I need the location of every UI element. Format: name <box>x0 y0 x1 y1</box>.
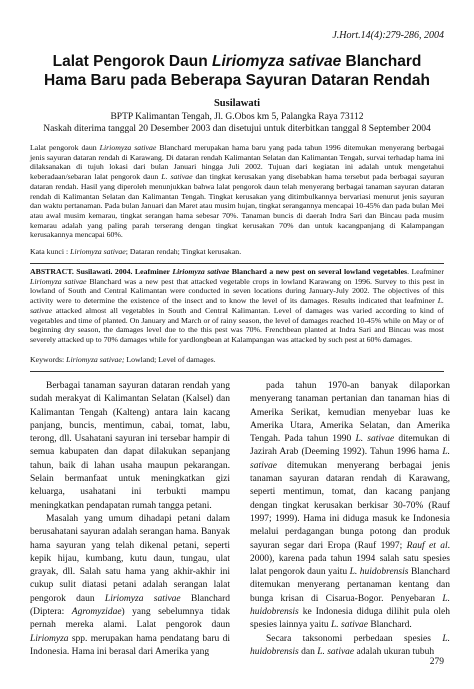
author-affiliation: BPTP Kalimantan Tengah, Jl. G.Obos km 5, Palangka Raya 73112 <box>110 112 364 122</box>
abstract-id-species-1: Liriomyza sativae <box>99 143 157 152</box>
species-name: Liriomyza <box>30 633 69 644</box>
species-name: L. sativae <box>317 646 355 657</box>
paragraph-text: pada tahun 1970-an banyak dilaporkan menyerang tanaman pertanian dan tanaman hias di Amerika Serikat, kemudian menyebar luas ke Amerika Utara, Amerika Selatan, dan Amerika Tengah. Pada tahun 1990 <box>250 381 450 445</box>
species-name: Liriomyza sativae <box>104 593 181 604</box>
paragraph-text: ) yang sebelumnya tidak pernah mereka alami. Lalat pengorok daun <box>30 607 230 631</box>
author-name: Susilawati <box>213 98 261 109</box>
page-number: 279 <box>429 657 444 667</box>
body-paragraph <box>250 633 450 660</box>
section-divider <box>30 371 444 372</box>
abstract-id-text-3: dan tingkat kerusakan yang disebabkan hama tersebut pada berbagai sayuran dataran rendah. Hasil yang diperoleh menunjukkan bahwa lalat pengorok daun telah menyerang berbagai tanaman sayuran dataran rendah di Kalimantan Selatan dan Kalimantan Tengah. Tingkat kerusakan yang ditimbulkannya bervariasi menurut jenis sayuran dan waktu pertanaman. Pada bulan Januari dan Maret atau musim hujan, tingkat serangannya mencapai 10-45% dan pada bulan Mei atau awal musim kemarau, tingkat serangan hama sebesar 70%. Tanaman buncis di daerah Indra Sari dan Bincau pada musim kemarau adalah yang paling parah terserang dengan tingkat kerusakan 70% dan untuk kacangpanjang di Kalampangan kerusakannya mencapai 60%. <box>30 172 444 240</box>
abstract-english <box>30 267 444 345</box>
body-paragraph <box>30 380 230 513</box>
body-paragraph <box>250 380 450 633</box>
journal-reference: J.Hort.14(4):279-286, 2004 <box>332 30 444 41</box>
paragraph-text: adalah ukuran tubuh <box>354 646 435 657</box>
species-name: L. sativae <box>250 447 450 471</box>
abstract-indonesian <box>30 143 444 240</box>
title-line1-post: Blanchard <box>341 53 422 70</box>
paragraph-text: Blanchard ditemukan menyerang pertanaman kentang dan bunga krisan di Cisarua-Bogor. Penyebaran <box>250 567 450 604</box>
species-name: L. huidobrensis <box>349 567 409 578</box>
species-name: L. sativae <box>355 434 395 445</box>
paragraph-text: Blanchard (Diptera: <box>30 593 230 618</box>
keywords-en-species: Liriomyza sativae; <box>66 355 125 364</box>
paragraph-text: ditemukan di Jazirah Arab (Deeming 1992). Tahun 1996 hama <box>250 434 450 458</box>
keywords-id-label: Kata kunci : <box>30 247 71 256</box>
abstract-en-lead-species: Liriomyza sativae <box>172 267 230 276</box>
article-title <box>30 52 444 90</box>
species-name: L. huidobrensis <box>250 633 450 657</box>
species-name: L. sativae <box>331 620 368 631</box>
title-line2: Hama Baru pada Beberapa Sayuran Dataran Rendah <box>44 72 430 89</box>
title-species: Liriomyza sativae <box>212 53 342 70</box>
abstract-en-text-2: Blanchard was a new pest that attacked vegetable crops in lowland Karawang on 1996. Survey to this pest in lowland of South and Central Kalimantan were conducted in seven locations during January-July 2002. The objectives of this activity were to determine the existence of the insect and to know the level of its damages. Results indicated that leafminer <box>30 276 444 306</box>
keywords-indonesian <box>30 247 444 256</box>
title-line1-pre: Lalat Pengorok Daun <box>52 53 212 70</box>
abstract-id-text-2: Blanchard merupakan hama baru yang pada tahun 1996 ditemukan menyerang berbagai jenis sayuran dataran rendah di Karawang. Di dataran rendah Kalimantan Selatan dan Kalimantan Tengah, survai terhadap hama ini dilaksanakan di tujuh lokasi dari bulan Januari hingga Juli 2002. Tujuan dari kegiatan ini adalah untuk mengetahui keberadaan/sebaran lalat pengorok daun <box>30 143 444 182</box>
abstract-en-text-3: attacked almost all vegetables in South and Central Kalimantan. Level of damages was varied according to kind of vegetables and time of planted. On January and March or of rainy season, the level of damages reached 10-45% while on May or of beginning dry season, the damages level due to the this pest was 70%. Frenchbean planted at Indra Sari and Bincau was most severely attacked up to 70% damages while for yardlongbean at Kalampangan was attacked by such pest at 60% damages. <box>30 305 444 344</box>
paragraph-text: ditemukan menyerang berbagai jenis tanaman sayuran dataran rendah di Karawang, seperti mentimun, tomat, dan kacang panjang dengan tingkat kerusakan berkisar 30-70% (Rauf 1997; 1999). Hama ini diduga masuk ke Indonesia melalui perdagangan bunga potong dan produk sayuran segar dari Eropa (Rauf 1997; <box>250 460 450 551</box>
body-column-right <box>250 380 450 659</box>
species-name: Agromyzidae <box>71 607 122 618</box>
paragraph-text: spp. merupakan hama pendatang baru di Indonesia. Hama ini berasal dari Amerika yang <box>30 633 230 657</box>
keywords-id-species: Liriomyza sativae <box>70 247 126 256</box>
section-divider <box>30 263 444 264</box>
paragraph-text: . 2000), karena pada tahun 1994 salah satu spesies lalat pengorok daun yaitu <box>250 540 450 578</box>
keywords-id-rest: ; Dataran rendah; Tingkat kerusakan. <box>125 247 242 256</box>
abstract-en-species-2: L. sativae <box>30 296 444 315</box>
abstract-id-species-2: L. sativae <box>161 172 193 182</box>
abstract-id-text-1: Lalat pengorok daun <box>30 143 100 152</box>
keywords-en-label: Keywords: <box>30 355 67 364</box>
species-name: L. huidobrensis <box>250 593 450 618</box>
paragraph-text: Blanchard. <box>367 620 412 631</box>
received-date: Naskah diterima tanggal 20 Desember 2003 dan disetujui untuk diterbitkan tanggal 8 September 2004 <box>43 124 431 134</box>
paragraph-text: Masalah yang umum dihadapi petani dalam berusahatani sayuran adalah serangan hama. Banyak hama sayuran yang telah dikenal petani, seperti kepik hijau, kumbang, kutu daun, tungau, ulat grayak, dll. Salah satu hama yang akhir-akhir ini cukup sulit diatasi petani adalah serangan lalat pengorok daun <box>30 513 230 604</box>
abstract-en-lead: ABSTRACT. Susilawati. 2004. Leafminer <box>30 267 173 276</box>
paragraph-text: Secara taksonomi perbedaan spesies <box>266 633 443 644</box>
paragraph-text: dan <box>298 646 318 657</box>
paragraph-text: Berbagai tanaman sayuran dataran rendah yang sudah merakyat di Kalimantan Selatan (Kalsel) dan Kalimantan Tengah (Kalteng) antara lain kacang panjang, buncis, mentimun, cabai, tomat, labu, terong, dll. Usahatani sayuran ini tersebar hampir di semua kabupaten dan dapat dilakukan sepanjang tahun, baik di lahan usaha maupun pekarangan. Selain bermanfaat untuk meningkatkan gizi keluarga, usahatani ini terbukti mampu meningkatkan pendapatan rumah tangga petani. <box>30 381 230 511</box>
keywords-en-rest: Lowland; Level of damages. <box>124 355 216 364</box>
abstract-en-text-1: . Leafminer <box>407 267 444 276</box>
abstract-en-species-1: Liriomyza sativae <box>30 276 87 286</box>
abstract-en-lead-post: Blanchard a new pest on several lowland vegetables <box>229 267 408 276</box>
keywords-english <box>30 355 444 364</box>
body-column-left <box>30 380 230 659</box>
species-name: Rauf et al <box>406 540 448 551</box>
paragraph-text: ke Indonesia diduga dilihit pula oleh spesies lainnya yaitu <box>250 607 450 631</box>
body-paragraph <box>30 513 230 659</box>
